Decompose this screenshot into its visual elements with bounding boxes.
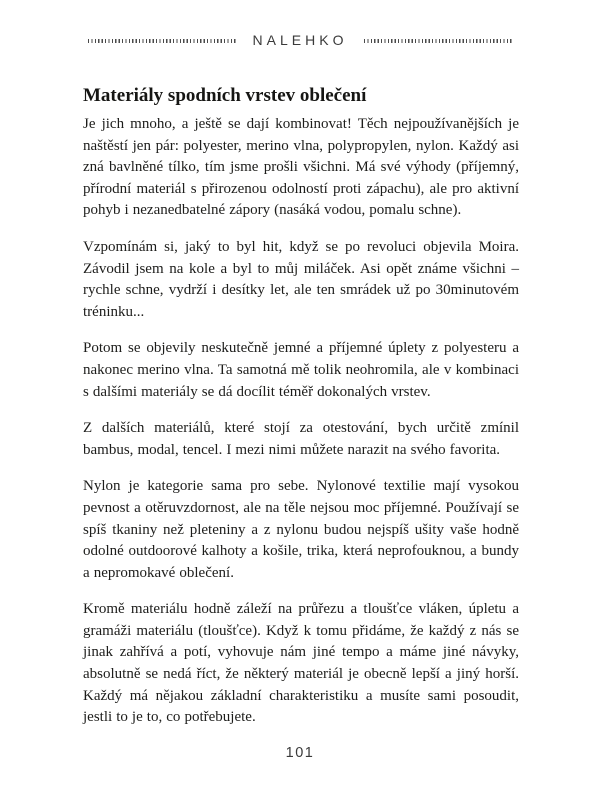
page-number: 101 bbox=[285, 745, 315, 761]
running-title: NALEHKO bbox=[252, 32, 348, 48]
page-header bbox=[88, 33, 512, 49]
page-content bbox=[83, 84, 519, 744]
body-paragraph: Vzpomínám si, jaký to byl hit, když se po revoluci objevila Moira. Závodil jsem na kole a byl to můj miláček. Asi opět známe všichni – rychle schne, vydrží i desítky let, ale ten smrádek už po 30minutovém tréninku... bbox=[83, 238, 519, 320]
section-heading: Materiály spodních vrstev oblečení bbox=[83, 85, 367, 106]
body-paragraph: Potom se objevily neskutečně jemné a příjemné úplety z polyesteru a nakonec merino vlna. Ta samotná mě tolik neohromila, ale v kombinaci s dalšími materiály se dá docílit téměř dokonalých vrstev. bbox=[83, 340, 519, 400]
body-paragraph: Kromě materiálu hodně záleží na průřezu a tloušťce vláken, úpletu a gramáži materiálu (tloušťce). Když k tomu přidáme, že každý z nás se jinak zahřívá a potí, vyhovuje nám jiné tempo a máme jiné návyky, absolutně se nedá říct, že některý materiál je obecně lepší a jiný horší. Každý má nějakou základní charakteristiku a musíte sami posoudit, jestli to je to, co potřebujete. bbox=[83, 601, 519, 726]
header-rule-right-dotted-line bbox=[364, 39, 512, 43]
header-rule-left-dotted-line bbox=[88, 39, 236, 43]
body-paragraph: Nylon je kategorie sama pro sebe. Nylonové textilie mají vysokou pevnost a otěruvzdornost, ale na těle nejsou moc příjemné. Používají se spíš tkaniny než pleteniny a z nylonu budou nejspíš ušity vaše hodně odolné outdoorové kalhoty a košile, trika, která neprofouknou, a bundy a nepromokavé oblečení. bbox=[83, 478, 519, 581]
page-footer bbox=[0, 744, 600, 762]
body-paragraph: Je jich mnoho, a ještě se dají kombinovat! Těch nejpoužívanějších je naštěstí jen pár: polyester, merino vlna, polypropylen, nylon. Každý asi zná bavlněné tílko, tím jsme prošli všichni. Má své výhody (příjemný, přírodní materiál s přirozenou odolností proti zápachu), ale pro aktivní pohyb i nezanedbatelné zápory (nasáká vodou, pomalu schne). bbox=[83, 116, 519, 219]
body-paragraph: Z dalších materiálů, které stojí za otestování, bych určitě zmínil bambus, modal, tencel. I mezi nimi můžete narazit na svého favorita. bbox=[83, 420, 519, 458]
